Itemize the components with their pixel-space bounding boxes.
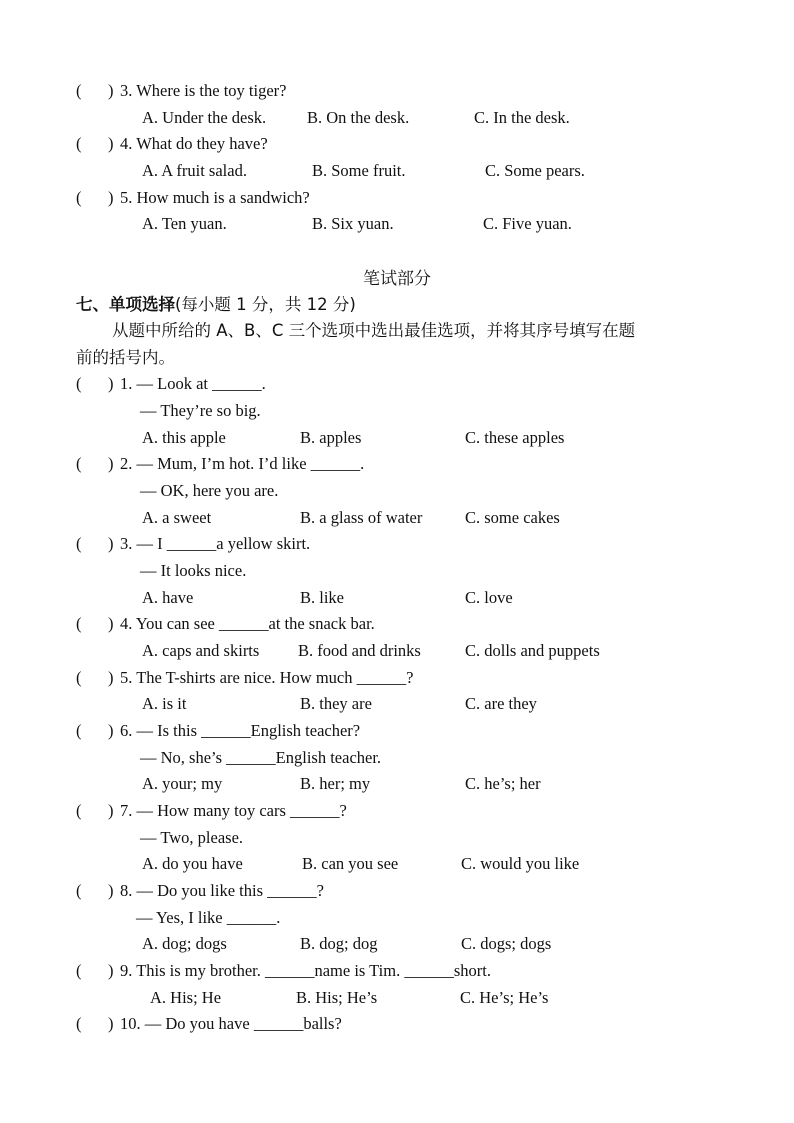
question-6-response: — No, she’s ______English teacher. <box>140 748 382 767</box>
question-1-response: — They’re so big. <box>140 401 261 420</box>
option-b: B. apples <box>300 428 362 447</box>
option-a: A. a sweet <box>142 508 212 527</box>
option-c: C. love <box>465 588 513 607</box>
instruction-line-1: 从题中所给的 A、B、C 三个选项中选出最佳选项，并将其序号填写在题 <box>112 321 636 340</box>
option-b: B. dog; dog <box>300 934 378 953</box>
option-a: A. dog; dogs <box>142 934 227 953</box>
option-b: B. her; my <box>300 774 371 793</box>
part-heading: 七、单项选择(每小题 1 分，共 12 分) <box>76 295 356 314</box>
option-b: B. Six yuan. <box>312 214 394 233</box>
option-a: A. Ten yuan. <box>142 214 227 233</box>
option-b: B. can you see <box>302 854 399 873</box>
option-b: B. they are <box>300 694 372 713</box>
option-c: C. some cakes <box>465 508 560 527</box>
option-a: A. this apple <box>142 428 226 447</box>
option-c: C. these apples <box>465 428 565 447</box>
option-a: A. Under the desk. <box>142 108 267 127</box>
instruction-line-2: 前的括号内。 <box>76 348 175 367</box>
option-b: B. food and drinks <box>298 641 421 660</box>
option-c: C. Some pears. <box>485 161 585 180</box>
option-a: A. your; my <box>142 774 223 793</box>
option-a: A. do you have <box>142 854 243 873</box>
exam-page: ( ) 3. Where is the toy tiger? A. Under the desk. B. On the desk. C. In the desk. ( ) 4. What do they have? A. A fruit salad. B. Some fruit. C. Some pears. ( ) 5. How much is a sandwich? A. Ten yuan. B. Six yuan. C. Five yuan. 笔试部分 七、单项选择(每小题 1 分，共 12 分) 从题中所给的 A、B、C 三个选项中选出最佳选项，并将其序号填写在题 前的括号内。 ( ) 1. — Look at ______. — They’re so big. A. this apple B. apples C. these apples ( ) 2. — Mum, I’m hot. I’d like ______. — OK, here you are. A. a sweet B. a glass of water C. some cakes ( ) 3. — I ______a yellow skirt. — It looks nice. A. have B. like C. love ( ) 4. You can see ______at the snack bar. A. caps and skirts B. food and drinks C. dolls and puppets ( ) 5. The T-shirts are nice. How much ______? A. is it B. they are C. are they ( ) 6. — Is this ______English teacher? — No, she’s ______English teacher. A. your; my B. her; my C. he’s; her ( ) 7. — How many toy cars ______? — Two, please. A. do you have B. can you see C. would you like ( ) 8. — Do you like this ______? — Yes, I like ______. A. dog; dogs B. dog; dog C. dogs; dogs ( ) 9. This is my brother. ______name is Tim. ______short. A. His; He B. His; He’s C. He’s; He’s ( ) 10. — Do you have ______balls? <box>0 0 794 1123</box>
question-8-response: — Yes, I like ______. <box>136 908 281 927</box>
option-c: C. are they <box>465 694 537 713</box>
option-b: B. Some fruit. <box>312 161 406 180</box>
option-c: C. In the desk. <box>474 108 570 127</box>
option-c: C. he’s; her <box>465 774 541 793</box>
option-c: C. Five yuan. <box>483 214 572 233</box>
question-7-response: — Two, please. <box>140 828 244 847</box>
question-2-response: — OK, here you are. <box>140 481 279 500</box>
section-title: 笔试部分 <box>363 269 431 289</box>
option-c: C. dogs; dogs <box>461 934 552 953</box>
option-c: C. would you like <box>461 854 580 873</box>
option-a: A. A fruit salad. <box>142 161 247 180</box>
option-b: B. His; He’s <box>296 988 378 1007</box>
option-b: B. On the desk. <box>307 108 410 127</box>
option-a: A. have <box>142 588 194 607</box>
option-c: C. dolls and puppets <box>465 641 600 660</box>
option-a: A. is it <box>142 694 187 713</box>
option-a: A. caps and skirts <box>142 641 260 660</box>
option-c: C. He’s; He’s <box>460 988 549 1007</box>
question-3-response: — It looks nice. <box>140 561 247 580</box>
option-a: A. His; He <box>150 988 222 1007</box>
option-b: B. like <box>300 588 344 607</box>
option-b: B. a glass of water <box>300 508 423 527</box>
